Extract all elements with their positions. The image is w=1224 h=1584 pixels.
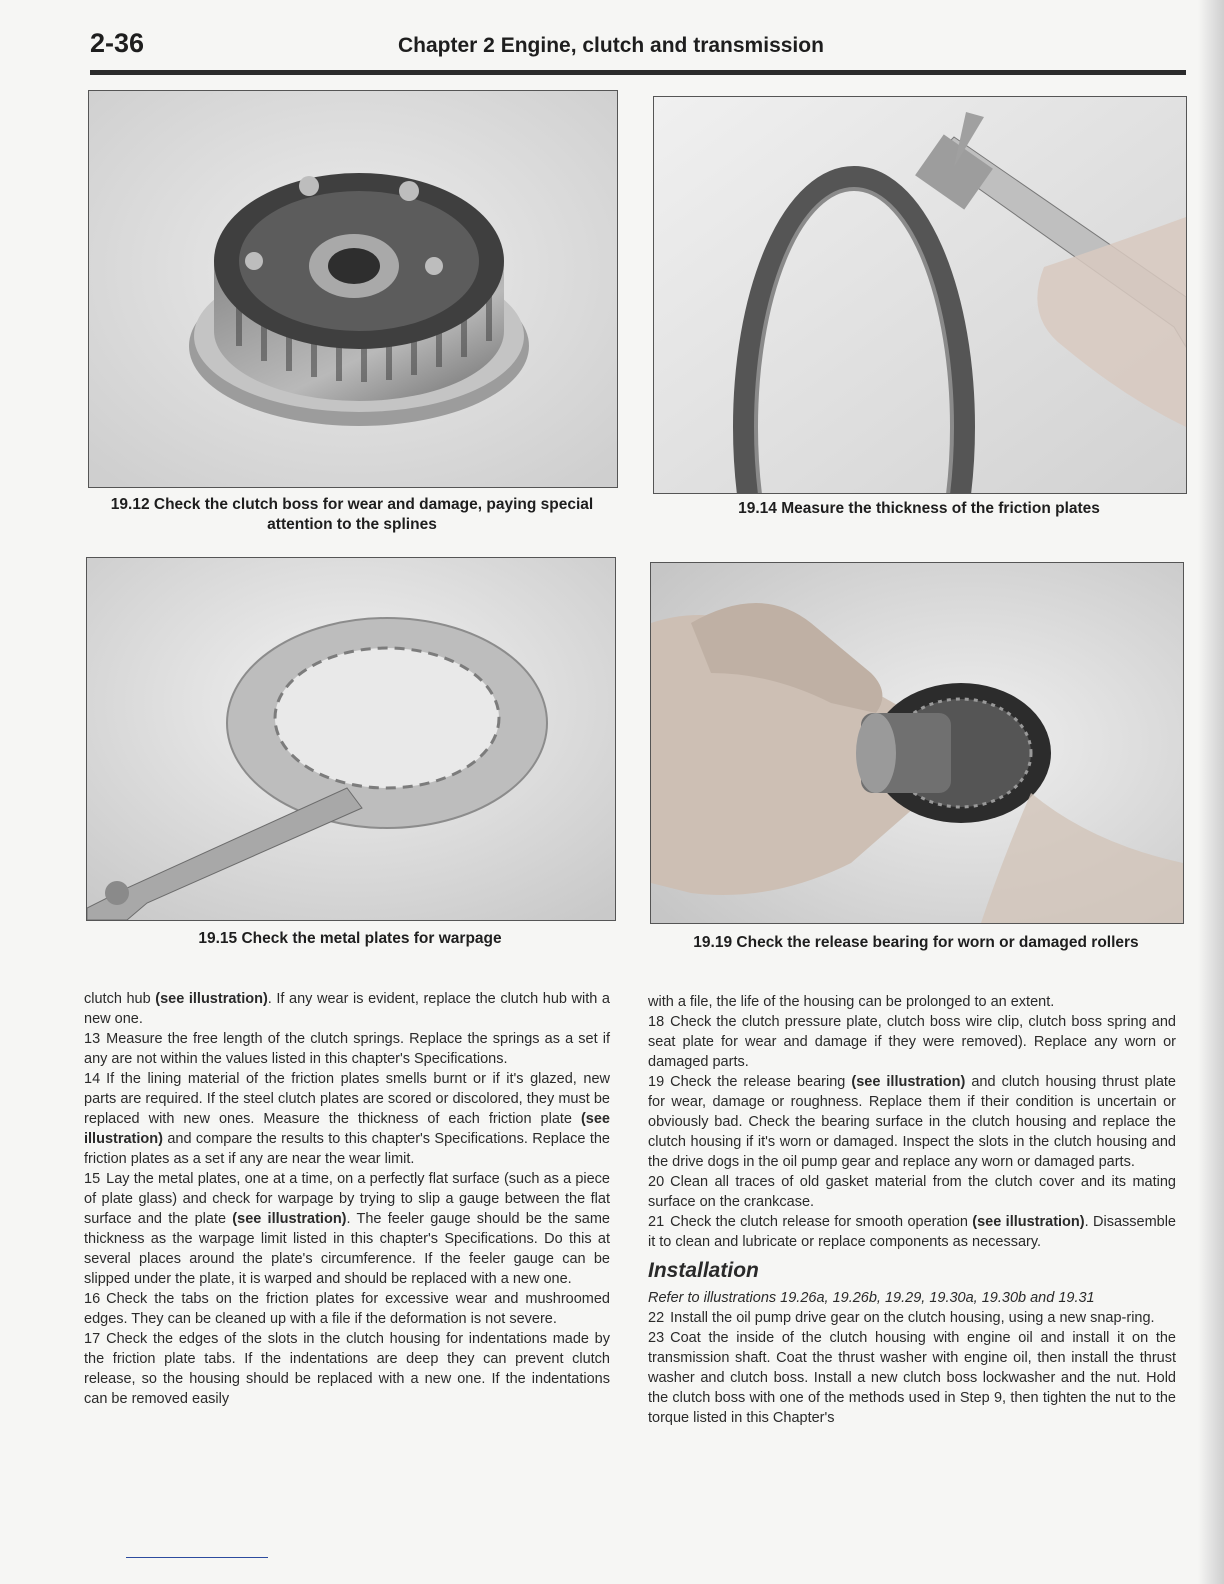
paragraph-22: 22 Install the oil pump drive gear on the clutch housing, using a new snap-ring. — [648, 1310, 1155, 1326]
refer-to-illustrations: Refer to illustrations 19.26a, 19.26b, 19.29, 19.30a, 19.30b and 19.31 — [648, 1290, 1095, 1306]
paragraph-21: 21 Check the clutch release for smooth operation (see illustration). Disassemble it to clean and lubricate or replace components as necessary. — [648, 1214, 1176, 1250]
paragraph-15: 15 Lay the metal plates, one at a time, on a perfectly flat surface (such as a piece of plate glass) and check for warpage by trying to slip a gauge between the flat surface and the plate (see illustration). The feeler gauge should be the same thickness as the warpage limit listed in this chapter's Specifications. Do this at several places around the plate's circumference. If the feeler gauge can be slipped under the plate, it is warped and should be replaced with a new one. — [84, 1171, 610, 1287]
page-edge-shadow — [1198, 0, 1224, 1584]
see-illustration-link[interactable]: (see illustration) — [84, 1111, 610, 1147]
section-heading-installation: Installation — [648, 1259, 759, 1282]
caption-19-12: 19.12 Check the clutch boss for wear and damage, paying special attention to the splines — [110, 496, 594, 533]
see-illustration-link[interactable]: (see illustration) — [851, 1074, 966, 1090]
chapter-title: Chapter 2 Engine, clutch and transmission — [398, 34, 824, 57]
paragraph-17: 17 Check the edges of the slots in the clutch housing for indentations made by the friction plate tabs. If the indentations are deep they can prevent clutch release, so the housing should be replaced with a new one. If the indentations can be removed easily — [84, 1331, 610, 1407]
paragraph-13: 13 Measure the free length of the clutch springs. Replace the springs as a set if any are not within the values listed in this chapter's Specifications. — [84, 1031, 610, 1067]
see-illustration-link[interactable]: (see illustration) — [972, 1214, 1085, 1230]
photo-friction-plate-caliper — [653, 96, 1187, 494]
photo-clutch-boss — [88, 90, 618, 488]
paragraph-16: 16 Check the tabs on the friction plates for excessive wear and mushroomed edges. They can be cleaned up with a file if the deformation is not severe. — [84, 1291, 610, 1327]
paragraph-23: 23 Coat the inside of the clutch housing with engine oil and install it on the transmission shaft. Coat the thrust washer with engine oil, then install the thrust washer and clutch boss. Install a new clutch boss lockwasher and the nut. Hold the clutch boss with one of the methods used in Step 9, then tighten the nut to the torque listed in this Chapter's — [648, 1330, 1176, 1426]
caption-19-14: 19.14 Measure the thickness of the friction plates — [738, 500, 1100, 517]
photo-metal-plate-warpage — [86, 557, 616, 921]
body-column-right — [648, 992, 1176, 1428]
page-header — [90, 28, 1186, 72]
header-rule — [90, 70, 1186, 75]
caption-19-19: 19.19 Check the release bearing for worn or damaged rollers — [693, 934, 1139, 951]
paragraph-17-cont: with a file, the life of the housing can be prolonged to an extent. — [648, 994, 1055, 1010]
caption-19-15: 19.15 Check the metal plates for warpage — [198, 930, 502, 947]
paragraph-18: 18 Check the clutch pressure plate, clutch boss wire clip, clutch boss spring and seat plate for wear and damage if they were removed). Replace any worn or damaged parts. — [648, 1014, 1176, 1070]
body-column-left — [84, 989, 610, 1409]
paragraph-14: 14 If the lining material of the friction plates smells burnt or if it's glazed, new parts are required. If the steel clutch plates are scored or discolored, they must be replaced with new ones. Measure the thickness of each friction plate (see illustration) and compare the results to this chapter's Specifications. Replace the friction plates as a set if any are near the wear limit. — [84, 1071, 610, 1167]
footer-rule — [126, 1557, 268, 1558]
see-illustration-link[interactable]: (see illustration) — [155, 991, 268, 1007]
see-illustration-link[interactable]: (see illustration) — [232, 1211, 347, 1227]
paragraph-20: 20 Clean all traces of old gasket material from the clutch cover and its mating surface on the crankcase. — [648, 1174, 1176, 1210]
paragraph-19: 19 Check the release bearing (see illustration) and clutch housing thrust plate for wear, damage or roughness. Replace them if their condition is uncertain or obviously bad. Check the bearing surface in the clutch housing and replace the clutch housing if it's worn or damaged. Inspect the slots in the clutch housing and the drive dogs in the oil pump gear and replace any worn or damaged parts. — [648, 1074, 1176, 1170]
page-number: 2-36 — [90, 28, 145, 58]
photo-release-bearing — [650, 562, 1184, 924]
paragraph-12-cont: clutch hub (see illustration). If any wear is evident, replace the clutch hub with a new one. — [84, 991, 610, 1027]
